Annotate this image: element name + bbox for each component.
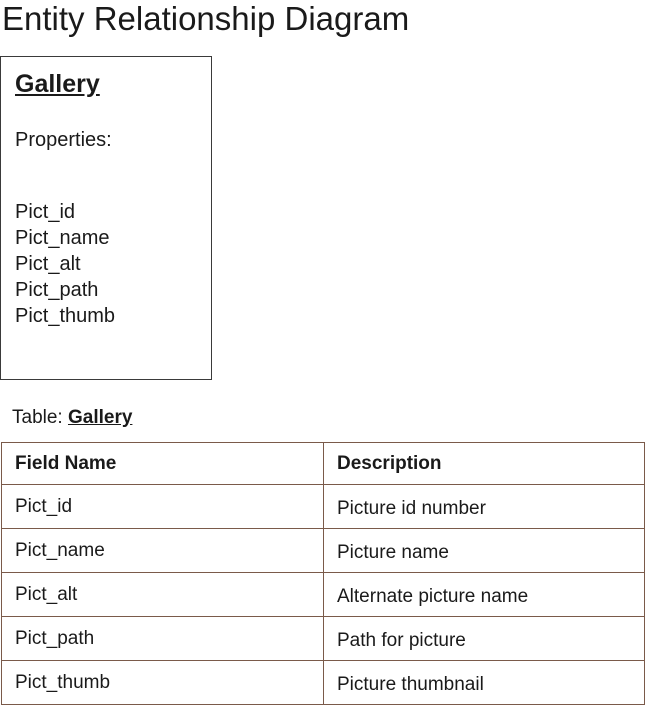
cell-description: Path for picture — [324, 617, 645, 661]
table-header-row — [2, 443, 645, 485]
table-row — [2, 573, 645, 617]
properties-label: Properties: — [15, 129, 112, 151]
cell-field-name: Pict_thumb — [2, 661, 324, 705]
entity-box-gallery — [0, 56, 212, 380]
cell-description: Picture id number — [324, 485, 645, 529]
table-row — [2, 485, 645, 529]
table-caption-prefix: Table: — [12, 407, 63, 428]
header-field-name: Field Name — [2, 443, 324, 485]
entity-name: Gallery — [15, 70, 100, 98]
cell-description: Alternate picture name — [324, 573, 645, 617]
fields-table — [1, 442, 645, 705]
cell-field-name: Pict_id — [2, 485, 324, 529]
table-row — [2, 661, 645, 705]
property-item: Pict_path — [15, 279, 99, 301]
property-item: Pict_id — [15, 201, 76, 223]
table-caption-name: Gallery — [67, 407, 133, 428]
table-row — [2, 617, 645, 661]
cell-description: Picture thumbnail — [324, 661, 645, 705]
cell-field-name: Pict_name — [2, 529, 324, 573]
property-item: Pict_name — [15, 227, 110, 249]
table-row — [2, 529, 645, 573]
property-item: Pict_alt — [15, 253, 81, 275]
cell-field-name: Pict_alt — [2, 573, 324, 617]
header-description: Description — [324, 443, 645, 485]
table-caption — [12, 406, 132, 430]
cell-description: Picture name — [324, 529, 645, 573]
diagram-title: Entity Relationship Diagram — [2, 0, 410, 37]
property-list — [15, 199, 115, 329]
property-item: Pict_thumb — [15, 305, 116, 327]
cell-field-name: Pict_path — [2, 617, 324, 661]
